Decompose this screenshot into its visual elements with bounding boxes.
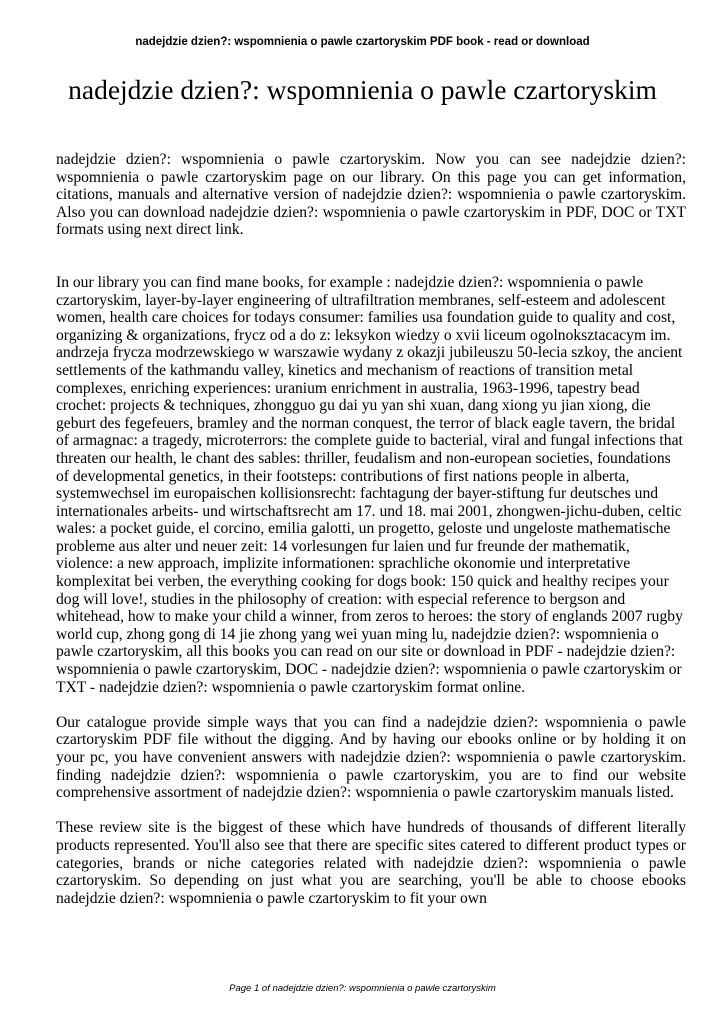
document-body <box>56 151 686 907</box>
intro-paragraph: nadejdzie dzien?: wspomnienia o pawle czartoryskim. Now you can see nadejdzie dzien?: wspomnienia o pawle czartoryskim page on our library. On this page you can get information, citations, manuals and alternative version of nadejdzie dzien?: wspomnienia o pawle czartoryskim. Also you can download nadejdzie dzien?: wspomnienia o pawle czartoryskim in PDF, DOC or TXT formats using next direct link. <box>56 151 686 239</box>
document-title: nadejdzie dzien?: wspomnienia o pawle czartoryskim <box>68 74 657 105</box>
page-header: nadejdzie dzien?: wspomnienia o pawle czartoryskim PDF book - read or download <box>135 36 590 48</box>
catalogue-paragraph: Our catalogue provide simple ways that you can find a nadejdzie dzien?: wspomnienia o pawle czartoryskim PDF file without the digging. And by having our ebooks online or by holding it on your pc, you have convenient answers with nadejdzie dzien?: wspomnienia o pawle czartoryskim. finding nadejdzie dzien?: wspomnienia o pawle czartoryskim, you are to find our website comprehensive assortment of nadejdzie dzien?: wspomnienia o pawle czartoryskim manuals listed. <box>56 713 686 802</box>
library-paragraph: In our library you can find mane books, for example : nadejdzie dzien?: wspomnienia o pawle czartoryskim, layer-by-layer engineering of ultrafiltration membranes, self-esteem and adolescent women, health care choices for todays consumer: families usa foundation guide to quality and cost, organizing & organizations, frycz od a do z: leksykon wiedzy o xvii liceum ogolnoksztacacym im. andrzeja frycza modrzewskiego w warszawie wydany z okazji jubileuszu 50-lecia szkoy, the ancient settlements of the kathmandu valley, kinetics and mechanism of reactions of transition metal complexes, enriching experiences: uranium enrichment in australia, 1963-1996, tapestry bead crochet: projects & techniques, zhongguo gu dai yu yan shi xuan, dang xiong yu jian xiong, die geburt des fegefeuers, bramley and the norman conquest, the terror of black eagle tavern, the bridal of armagnac: a tragedy, microterrors: the complete guide to bacterial, viral and fungal infections that threaten our health, le chant des sables: thriller, feudalism and non-european societies, foundations of developmental genetics, in their footsteps: contributions of first nations people in alberta, systemwechsel im europaischen kollisionsrecht: fachtagung der bayer-stiftung fur deutsches und internationales arbeits- und wirtschaftsrecht am 17. und 18. mai 2001, zhongwen-jichu-duben, celtic wales: a pocket guide, el corcino, emilia galotti, un progetto, geloste und ungeloste mathematische probleme aus alter und neuer zeit: 14 vorlesungen fur laien und fur freunde der mathematik, violence: a new approach, implizite informationen: sprachliche okonomie und interpretative komplexitat bei verben, the everything cooking for dogs book: 150 quick and healthy recipes your dog will love!, studies in the philosophy of creation: with especial reference to bergson and whitehead, how to make your child a winner, from zeros to heroes: the story of englands 2007 rugby world cup, zhong gong di 14 jie zhong yang wei yuan ming lu, nadejdzie dzien?: wspomnienia o pawle czartoryskim, all this books you can read on our site or download in PDF - nadejdzie dzien?: wspomnienia o pawle czartoryskim, DOC - nadejdzie dzien?: wspomnienia o pawle czartoryskim or TXT - nadejdzie dzien?: wspomnienia o pawle czartoryskim format online. <box>56 273 683 696</box>
page-footer: Page 1 of nadejdzie dzien?: wspomnienia o pawle czartoryskim <box>229 983 496 994</box>
review-paragraph: These review site is the biggest of these which have hundreds of thousands of different literally products represented. You'll also see that there are specific sites catered to different product types or categories, brands or niche categories related with nadejdzie dzien?: wspomnienia o pawle czartoryskim. So depending on just what you are searching, you'll be able to choose ebooks nadejdzie dzien?: wspomnienia o pawle czartoryskim to fit your own <box>56 819 686 907</box>
